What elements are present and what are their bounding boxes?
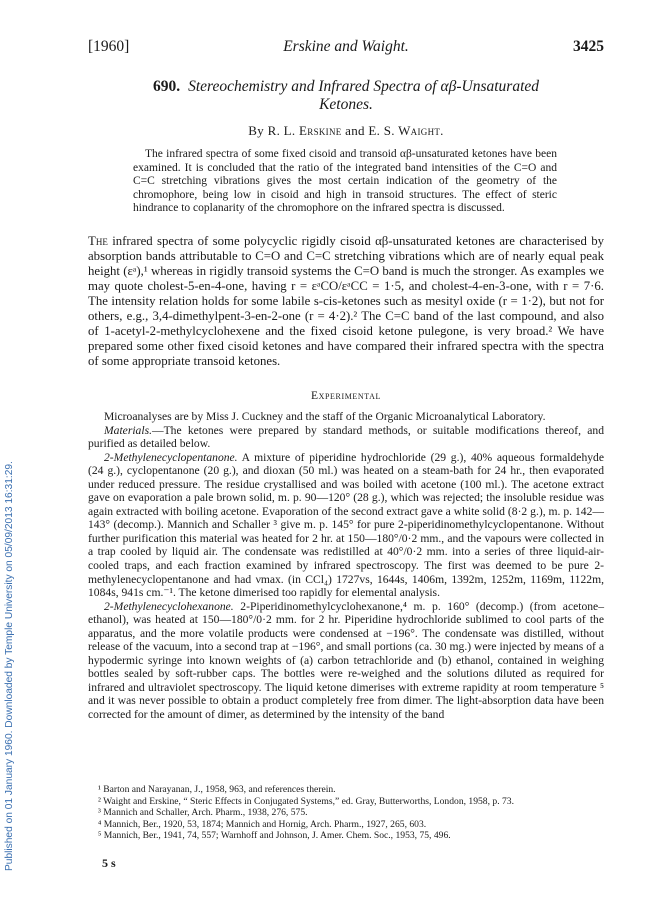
footnote-5: ⁵ Mannich, Ber., 1941, 74, 557; Warnhoff and Johnson, J. Amer. Chem. Soc., 1953, 75, 496.	[98, 830, 451, 842]
methylenecyclohexanone-text: 2-Piperidinomethylcyclohexanone,⁴ m. p. 160° (decomp.) (from acetone–ethanol), was heated at 150—180°/0·2 mm. for 2 hr. Piperidine hydrochloride sublimed to cool parts of the apparatus, and the more volatile products were condensed at −196°. The condensate was distilled, without release of the vacuum, into a second trap at −196°, and small portions (ca. 30 mg.) were injected by means of a hypodermic syringe into known weights of (a) carbon tetrachloride and (b) ethanol, contained in weighing bottles sealed by soft-rubber caps. The bottles were re-weighed and the solutions diluted as required for infrared and ultraviolet spectroscopy. The liquid ketone dimerises with extreme rapidity at room temperature ⁵ and it was never possible to obtain a product completely free from dimer. The light-absorption data have been corrected for the amount of dimer, as determined by the intensity of the band	[88, 599, 604, 722]
abstract-text: The infrared spectra of some fixed cisoid and transoid αβ-unsaturated ketones have been examined. It is concluded that the ratio of the integrated band intensities of the C=O and C=C stretching vibrations gives the most certain indication of the geometry of the chromophore, being low in cisoid and high in transoid structures. The effect of steric hindrance to coplanarity of the chromophore on the infrared spectra is discussed.	[133, 148, 557, 215]
body-paragraph-1: Microanalyses are by Miss J. Cuckney and the staff of the Organic Microanalytical Laboratory.	[104, 410, 546, 423]
author-2: E. S. Waight.	[368, 123, 444, 138]
author-1: R. L. Erskine	[267, 123, 342, 138]
header-running-title: Erskine and Waight.	[283, 38, 409, 55]
publication-sidebar	[0, 155, 22, 875]
signature-mark: 5 s	[102, 856, 116, 870]
abstract	[133, 148, 557, 216]
by-label: By	[248, 123, 265, 138]
and-label: and	[345, 123, 365, 138]
materials-text: —The ketones were prepared by standard methods, or suitable modifications thereof, and purified as detailed below.	[88, 423, 604, 451]
methylenecyclopentanone-heading: 2-Methylenecyclopentanone.	[104, 450, 238, 464]
running-header	[88, 38, 604, 56]
footnote-4: ⁴ Mannich, Ber., 1920, 53, 1874; Mannich and Hornig, Arch. Pharm., 1927, 265, 603.	[98, 818, 427, 830]
body-paragraph-2	[88, 424, 604, 451]
article-number: 690.	[152, 78, 181, 95]
intro-text: infrared spectra of some polycyclic rigidly cisoid αβ-unsaturated ketones are characterised by absorption bands attributable to C=O and C=C stretching vibrations which are of nearly equal peak height (εᵃ),¹ whereas in rigidly transoid systems the C=O band is much the stronger. As examples we may quote cholest-5-en-4-one, having r = εᵃCO/εᵃCC = 1·5, and cholest-4-en-3-one, with r = 7·6. The intensity relation holds for some labile s-cis-ketones such as mesityl oxide (r = 1·2), but not for others, e.g., 3,4-dimethylpent-3-en-2-one (r = 4·2).² The C=C band of the last compound, and also of 1-acetyl-2-methylcyclohexene and the fixed cisoid ketone pulegone, is very broad.² We have prepared some other fixed cisoid ketones and have compared their infrared spectra with the spectra of some appropriate transoid ketones.	[88, 234, 604, 369]
body-paragraph-4	[88, 600, 604, 722]
methylenecyclohexanone-heading: 2-Methylenecyclohexanone.	[104, 599, 234, 613]
footnote-3: ³ Mannich and Schaller, Arch. Pharm., 1938, 276, 575.	[98, 807, 308, 819]
section-heading-experimental: Experimental	[310, 390, 382, 402]
materials-heading: Materials.	[104, 423, 152, 437]
experimental-body	[88, 410, 604, 722]
header-page-number: 3425	[573, 38, 604, 55]
article-title	[88, 78, 604, 114]
introduction	[88, 234, 604, 369]
author-line	[88, 123, 604, 139]
footnotes	[88, 784, 604, 842]
footnote-2: ² Waight and Erskine, “ Steric Effects in Conjugated Systems,” ed. Gray, Butterworths, London, 1958, p. 73.	[98, 795, 514, 807]
footnote-1: ¹ Barton and Narayanan, J., 1958, 963, and references therein.	[98, 784, 336, 795]
title-line-1: Stereochemistry and Infrared Spectra of αβ-Unsaturated	[188, 78, 540, 95]
title-line-2: Ketones.	[319, 96, 373, 113]
intro-lead: The	[88, 234, 108, 248]
header-year: [1960]	[88, 38, 130, 55]
intro-paragraph	[88, 234, 604, 369]
methylenecyclopentanone-text: A mixture of piperidine hydrochloride (29 g.), 40% aqueous formaldehyde (24 g.), cyclopentanone (20 g.), and dioxan (50 ml.) was heated on a steam-bath for 24 hr., then evaporated under reduced pressure. The residue crystallised and was boiled with acetone (100 ml.). The acetone extract gave on evaporation a pale brown solid, m. p. 90—120° (28 g.), which was rejected; the insoluble residue was again extracted with boiling acetone. Evaporation of the second extract gave a white solid (8·2 g.), m. p. 142—143° (decomp.). Mannich and Schaller ³ give m. p. 145° for pure 2-piperidinomethylcyclopentanone. Without further purification this material was heated for 2 hr. at 150—180°/0·2 mm., and the vapours were collected in a trap cooled by liquid air. The condensate was redistilled at 40°/0·2 mm. into a series of three liquid-air-cooled traps, and each fraction examined by infrared spectroscopy. The first was deemed to be pure 2-methylenecyclopentanone and had νmax. (in CCl₄) 1727vs, 1644s, 1406m, 1392m, 1252m, 1169m, 1122m, 1084s, 941s cm.⁻¹. The ketone dimerised too rapidly for elemental analysis.	[88, 450, 604, 600]
download-notice: Published on 01 January 1960. Downloaded by Temple University on 05/09/2013 16:31:29.	[4, 461, 15, 871]
body-paragraph-3	[88, 451, 604, 600]
